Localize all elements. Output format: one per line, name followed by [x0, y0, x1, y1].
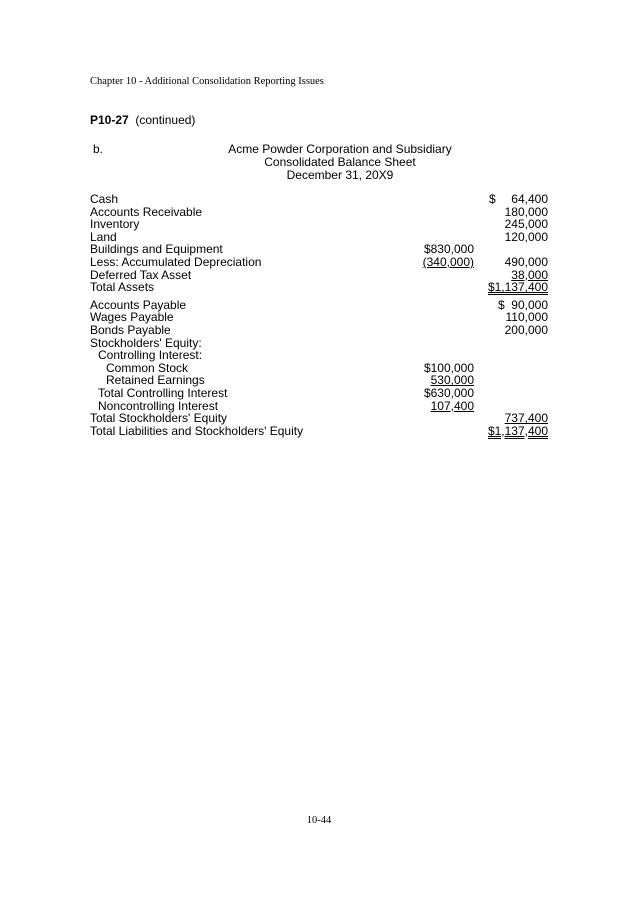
row-label: Common Stock	[106, 360, 189, 375]
total-amount: 38,000	[511, 267, 548, 282]
row-label: Retained Earnings	[106, 373, 205, 388]
total-amount: 120,000	[504, 229, 548, 244]
statement-title: Consolidated Balance Sheet	[264, 155, 416, 169]
total-amount: $1,137,400	[487, 423, 548, 438]
row-label: Cash	[90, 192, 119, 206]
subtotal-amount: $830,000	[423, 242, 474, 257]
row-label: Total Liabilities and Stockholders' Equity	[90, 423, 304, 438]
table-row	[0, 387, 638, 400]
table-row	[0, 362, 638, 375]
subtotal-amount: $100,000	[423, 360, 474, 375]
subtotal-amount: 107,400	[430, 398, 474, 413]
total-amount: 245,000	[504, 217, 548, 232]
chapter-heading: Chapter 10 - Additional Consolidation Reporting Issues	[90, 76, 324, 87]
row-label: Buildings and Equipment	[90, 242, 223, 257]
row-label: Wages Payable	[90, 310, 174, 325]
total-amount: $ 90,000	[497, 297, 548, 312]
subtotal-amount: (340,000)	[422, 255, 474, 269]
problem-label	[90, 113, 195, 127]
row-label: Controlling Interest:	[98, 348, 203, 363]
row-label: Inventory	[90, 217, 140, 232]
subtotal-amount: 530,000	[430, 373, 474, 388]
total-amount: 737,400	[504, 411, 548, 426]
total-amount: 180,000	[504, 204, 548, 219]
part-label: b.	[93, 142, 104, 156]
row-label: Stockholders' Equity:	[90, 335, 202, 350]
page-number: 10-44	[306, 815, 332, 826]
row-label: Total Controlling Interest	[98, 386, 228, 400]
table-row	[0, 337, 638, 350]
row-label: Total Stockholders' Equity	[90, 411, 228, 426]
row-label: Bonds Payable	[90, 323, 171, 337]
row-label: Accounts Receivable	[90, 204, 203, 219]
row-label: Deferred Tax Asset	[90, 267, 192, 282]
total-amount: $1,137,400	[487, 280, 548, 295]
row-label: Accounts Payable	[90, 297, 187, 312]
problem-id: P10-27	[90, 113, 129, 127]
total-amount: 110,000	[505, 310, 548, 325]
row-label: Less: Accumulated Depreciation	[90, 255, 262, 269]
row-label: Noncontrolling Interest	[98, 398, 219, 413]
total-amount: 64,400	[511, 192, 548, 206]
dollar-sign: $	[489, 192, 496, 206]
table-row	[0, 374, 638, 387]
total-amount: 490,000	[504, 255, 548, 269]
subtotal-amount: $630,000	[423, 386, 474, 400]
table-row	[0, 281, 638, 294]
row-label: Total Assets	[90, 280, 155, 295]
row-label: Land	[90, 229, 117, 244]
statement-date: December 31, 20X9	[286, 168, 394, 182]
problem-note: (continued)	[135, 113, 196, 127]
total-amount: 200,000	[504, 323, 548, 337]
table-row	[0, 349, 638, 362]
company-name: Acme Powder Corporation and Subsidiary	[228, 142, 452, 156]
table-row	[0, 425, 638, 438]
